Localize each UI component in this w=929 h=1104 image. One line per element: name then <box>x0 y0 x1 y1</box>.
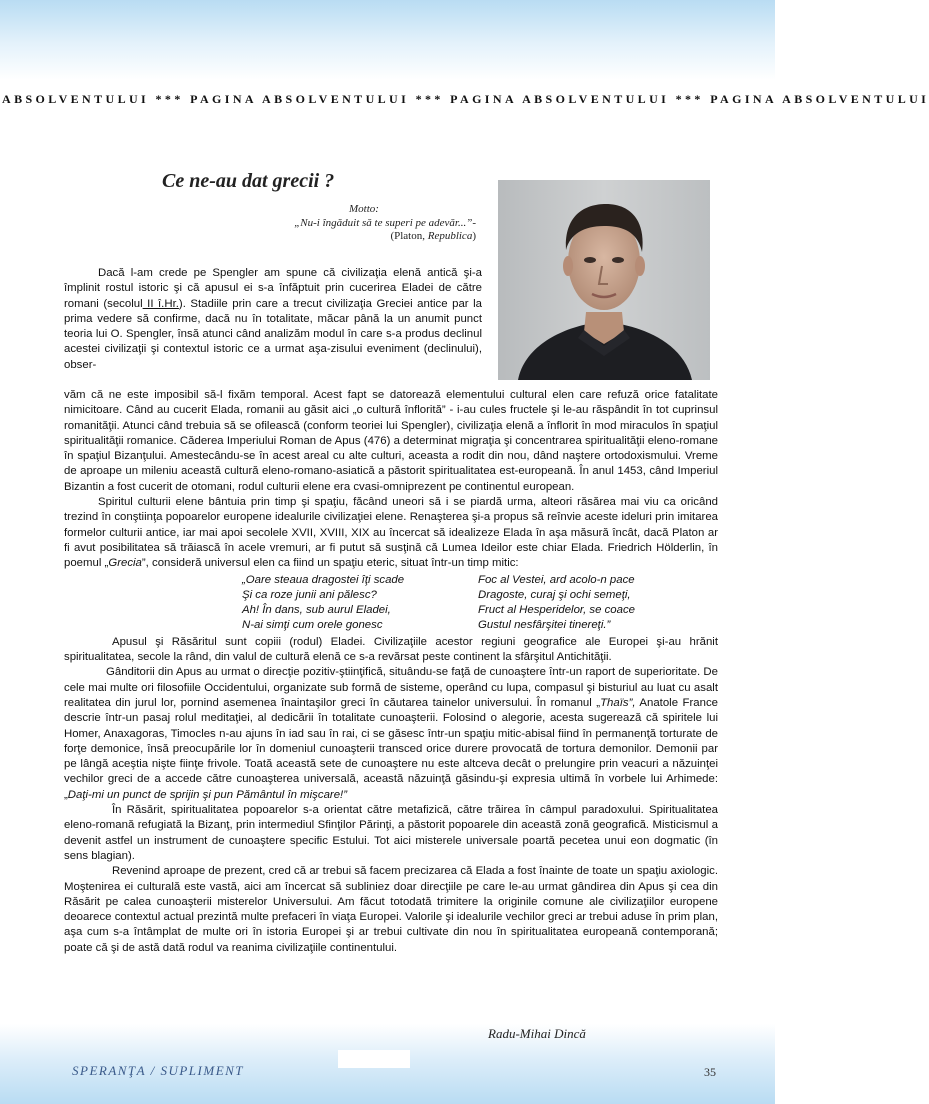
paragraph-6: Revenind aproape de prezent, cred că ar trebui să facem precizarea că Elada a fost înainte de toate un spaţiu axiologic. Moştenirea ei culturală este vastă, aici am încercat să subliniez doar direcţiile pe care le-au urmat gândirea din Apus şi cea din Răsărit pe calea cunoaşterii misterelor Universului. Am făcut totodată trimitere la originile comune ale civilizaţiilor europene deoarece contextul actual prezintă multe prefaceri în viaţa Europei. Valorile şi idealurile vechilor greci ar trebui aduse în prim plan, aşa cum s-a întâmplat de multe ori în istoria Europei şi ar trebui cultivate din nou în spiritualitatea europeană contemporană; poate că şi de astă dată rodul va reanima civilizaţiile continentului. <box>64 865 718 954</box>
top-gradient-band <box>0 0 775 80</box>
paragraph-2: Spiritul culturii elene bântuia prin timp şi spaţiu, făcând uneori să i se piardă urma, alteori răsărea mai viu ca oricând trezind în conştiinţa popoarelor europene idealurile civilizaţiei elene. Renaşterea şi-a propus să reînvie aceste ideluri prin imitarea formelor culturii antice, iar mai apoi secolele XVII, XVIII, XIX au încercat să idealizeze Elada în aşa măsură încât, dacă Platon ar fi avut posibilitatea să trăiască în acele vremuri, ar fi putut să susţină că Lumea Ideilor este chiar Elada. Friedrich Hölderlin, în poemul „Grecia”, consideră universul elen ca fiind un spaţiu eteric, situat într-un timp mitic: <box>64 496 718 570</box>
section-banner: ABSOLVENTULUI *** PAGINA ABSOLVENTULUI *** PAGINA ABSOLVENTULUI *** PAGINA ABSOLVENTULUI <box>2 92 929 106</box>
paragraph-5: În Răsărit, spiritualitatea popoarelor s-a orientat către metafizică, către trăirea în câmpul paradoxului. Spiritualitatea eleno-romană refugiată la Bizanţ, prin intermediul Sfinţilor Părinţi, a păstorit popoarele din această zonă geografică. Misticismul a devenit astfel un instrument de cunoaştere specific Estului. Tot aici misterele universale poartă pecetea unui eon dogmatic (în sens blagian). <box>64 804 718 862</box>
publication-name: SPERANŢA / SUPLIMENT <box>72 1063 245 1078</box>
page-number: 35 <box>704 1065 716 1079</box>
article-title: Ce ne-au dat grecii ? <box>162 170 335 192</box>
poem-left-column: „Oare steaua dragostei îţi scade Şi ca roze junii ani pălesc? Ah! În dans, sub aurul Eladei, N-ai simţi cum orele gonesc <box>242 573 405 632</box>
motto-text: „Nu-i îngăduit să te superi pe adevăr...”- <box>294 216 476 229</box>
author-photo <box>498 180 710 380</box>
author-signature: Radu-Mihai Dincă <box>488 1026 586 1041</box>
poem-right-column: Foc al Vestei, ard acolo-n pace Dragoste, curaj şi ochi semeţi, Fruct al Hesperidelor, se coace Gustul nesfârşitei tinereţi.” <box>478 573 636 632</box>
century-underlined: II î.Hr. <box>142 297 179 310</box>
paragraph-1: văm că ne este imposibil să-l fixăm temporal. Acest fapt se datorează elementului cultural elen care refuză orice fatalitate nimicitoare. Când au cucerit Elada, romanii au găsit aici „o cultură înflorită” - i-au cules fructele şi le-au răspândit în tot cuprinsul romanităţii. Atunci când trebuia să se ofilească (conform teoriei lui Spengler), civilizaţia elenă a înflorit în mod miraculos în spaţiul spiritualităţii romanice. Căderea Imperiului Roman de Apus (476) a determinat migraţia şi concentrarea spiritualităţii eleno-romane în spaţiul Bizanţului. Amestecându-se în acest areal cu alte culturi, aceasta a rodit din nou, dând naştere ortodoxismului. Vreme de aproape un mileniu această cultură eleno-romano-asiatică a păstorit spiritualitatea est-europeană. În anul 1453, când Imperiul Bizantin a fost cucerit de otomani, rodul culturii elene era cvasi-omniprezent pe continentul european. <box>64 389 718 493</box>
bottom-notch <box>338 1050 410 1068</box>
intro-paragraph: Dacă l-am crede pe Spengler am spune că civilizaţia elenă antică şi-a împlinit rostul istoric şi că apusul ei s-a înfăptuit prin cucerirea Eladei de către romani (secolul II î.Hr.). Stadiile prin care a trecut civilizaţia Greciei antice par la prima vedere să confirme, dacă nu în totalitate, măcar până la un anumit punct teoria lui O. Spengler, însă atunci când analizăm modul în care s-a produs declinul acestei civilizaţii şi contextul istoric ce a urmat aşa-zisului eveniment (declinului), obser- <box>64 267 482 371</box>
motto <box>200 203 476 244</box>
motto-source: (Platon, Republica) <box>390 230 476 242</box>
paragraph-4: Gânditorii din Apus au urmat o direcţie pozitiv-ştiinţifică, situându-se faţă de cunoaştere într-un raport de superioritate. De cele mai multe ori filosofiile Occidentului, organizate sub formă de sisteme, operând cu lupa, compasul şi bisturiul au luat cu asalt realitatea din jurul lor, pornind asemenea înaintaşilor greci în căutarea tainelor universului. În romanul „Thaïs”, Anatole France descrie într-un pasaj rolul meditaţiei, al dedicării în totalitate cunoaşterii. Folosind o alegorie, acesta sugerează că spiritele lui Homer, Anaxagoras, Timocles n-au ajuns în iad sau în rai, ci se găsesc într-un spaţiu mitic-abisal fiind în permanenţă torturate de forţe demonice, însă preocupările lor în domeniul cunoaşterii transced orice durere provocată de tortura demonilor. Demonii par pe lângă aceştia nişte fiinţe frivole. Toată această sete de cunoaştere nu este altceva decât o prelungire prin veacuri a năzuinţei vechilor greci de a accede către cunoaşterea universală, această năzuinţă găsindu-şi expresia ultimă în vorbele lui Arhimede: „Daţi-mi un punct de sprijin şi pun Pământul în mişcare!” <box>64 666 718 801</box>
poem-quote <box>242 573 718 634</box>
article-body <box>64 388 718 956</box>
motto-label: Motto: <box>349 203 379 215</box>
paragraph-3: Apusul şi Răsăritul sunt copiii (rodul) Eladei. Civilizaţiile acestor regiuni geografice ale Europei şi-au hrănit spiritualitatea, secole la rând, din valul de cultură elenă ce s-a revărsat peste continent la sfârşitul Antichităţii. <box>64 635 718 664</box>
